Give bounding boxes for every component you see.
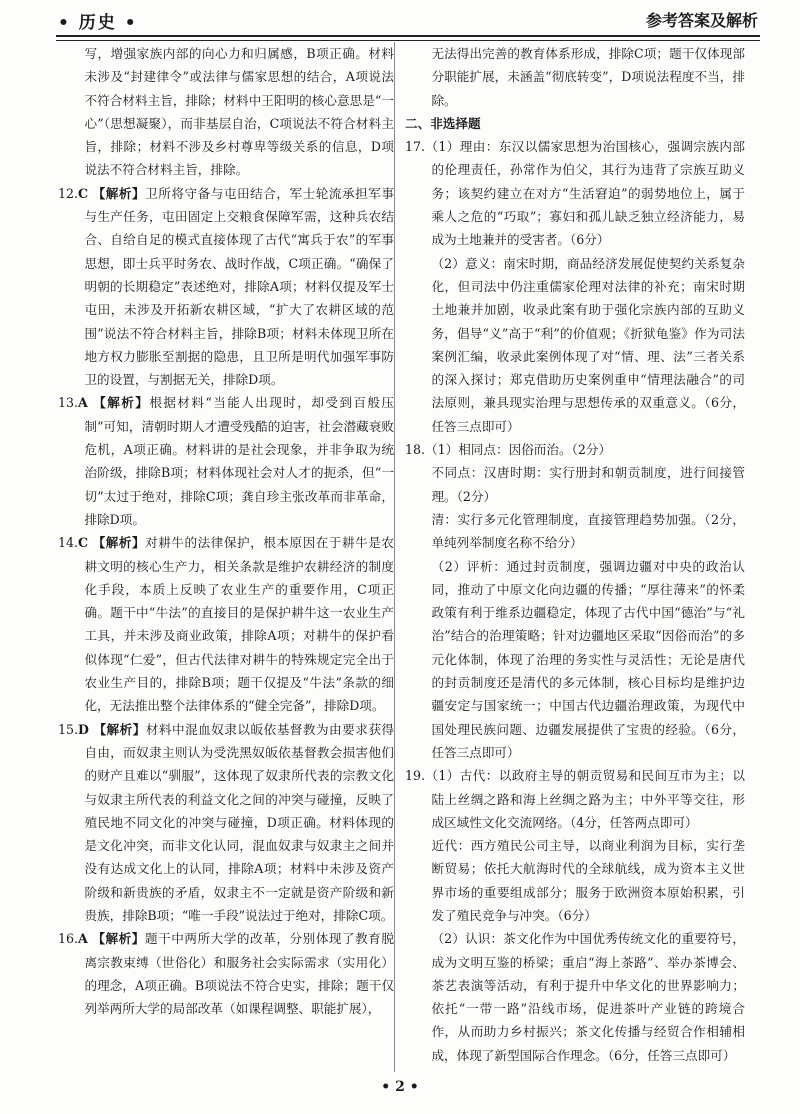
- question-number: 19.: [405, 768, 426, 784]
- continued-paragraph: 写，增强家族内部的向心力和归属感，B项正确。材料未涉及“封建律令”或法律与儒家思想的结合，A项说法不符合材料主旨，排除；材料中王阳明的核心意思是“一心”（思想凝聚），而非基层自治，C项说法不符合材料主旨，排除；材料不涉及乡村尊卑等级关系的信息，D项说法不符合材料主旨，排除。: [84, 46, 394, 178]
- question-18-part-2: （2）评析：通过封贡制度，强调边疆对中央的政治认同，推动了中原文化向边疆的传播；“厚往薄来”的怀柔政策有利于维系边疆稳定，体现了古代中国“德治”与“礼治”结合的治理策略；针对边疆地区采取“因俗而治”的多元化体制，体现了治理的务实性与灵活性；无论是唐代的封贡制度还是清代的多元体制，核心目标均是维护边疆安定与国家统一；中国古代边疆治理政策，为现代中国处理民族问题、边疆发展提供了宝贵的经验。（6分，任答三点即可）: [431, 558, 745, 760]
- question-12: [58, 182, 394, 392]
- answer-text: （1）相同点：因俗而治。（2分）: [425, 442, 612, 458]
- answer-letter: C: [78, 185, 89, 201]
- page-number: • 2 •: [381, 1079, 419, 1095]
- answer-letter: A: [78, 931, 88, 947]
- question-17: [405, 135, 745, 438]
- question-13: [58, 391, 394, 531]
- question-number: 18.: [405, 442, 426, 458]
- question-18: [405, 438, 745, 764]
- question-16: [58, 927, 394, 1020]
- question-14: [58, 531, 394, 717]
- question-15: [58, 718, 394, 928]
- question-number: 13.: [58, 395, 79, 411]
- answer-letter: C: [78, 535, 89, 551]
- header-title: 参考答案及解析: [645, 11, 758, 30]
- analysis-tag: 【解析】: [93, 395, 150, 411]
- question-19: [405, 764, 745, 1067]
- question-19-modern: 近代：西方殖民公司主导，以商业利润为目标，实行垄断贸易；依托大航海时代的全球航线，成为资本主义世界市场的重要组成部分；服务于欧洲资本原始积累，引发了殖民竞争与冲突。（6分）: [431, 838, 745, 923]
- analysis-tag: 【解析】: [93, 721, 146, 737]
- analysis-tag: 【解析】: [92, 185, 146, 201]
- question-17-part-1: [405, 135, 745, 251]
- right-column: [405, 42, 745, 1072]
- analysis-text: 题干中两所大学的改革，分别体现了教育脱离宗教束缚（世俗化）和服务社会实际需求（实用化）的理念，A项正确。B项说法不符合史实，排除；题干仅列举两所大学的局部改革（如课程调整、职能扩展），: [84, 931, 394, 1017]
- question-number: 16.: [58, 931, 79, 947]
- question-18-differences-han-tang: 不同点：汉唐时期：实行册封和朝贡制度，进行间接管理。（2分）: [431, 465, 745, 504]
- section-heading: 二、非选择题: [405, 115, 481, 131]
- left-column: [58, 42, 394, 1072]
- analysis-tag: 【解析】: [92, 535, 146, 551]
- question-18-differences-qing: 清：实行多元化管理制度，直接管理趋势加强。（2分，单纯列举制度名称不给分）: [431, 511, 745, 551]
- column-divider: [394, 42, 395, 1072]
- question-number: 17.: [405, 139, 426, 155]
- question-19-part-2: （2）认识：茶文化作为中国优秀传统文化的重要符号，成为文明互鉴的桥梁；重启“海上茶路”、举办茶博会、茶艺表演等活动，有利于提升中华文化的世界影响力；依托“一带一路”沿线市场，促进茶叶产业链的跨境合作，从而助力乡村振兴；茶文化传播与经贸合作相辅相成，体现了新型国际合作理念。（6分，任答三点即可）: [431, 931, 745, 1063]
- continued-paragraph: 无法得出完善的教育体系形成，排除C项；题干仅体现部分职能扩展，未涵盖“彻底转变”，D项说法程度不当，排除。: [431, 46, 745, 108]
- header-rule: [56, 35, 760, 41]
- analysis-tag: 【解析】: [92, 931, 145, 947]
- answer-text: （1）理由：东汉以儒家思想为治国核心，强调宗族内部的伦理责任，孙常作为伯父，其行为违背了宗族互助义务；该契约建立在对方“生活窘迫”的弱势地位上，属于乘人之危的“巧取”；寡妇和孤儿缺乏独立经济能力，易成为土地兼并的受害者。（6分）: [425, 139, 745, 248]
- answer-letter: A: [78, 395, 88, 411]
- question-number: 12.: [58, 185, 79, 201]
- analysis-text: 材料中混血奴隶以皈依基督教为由要求获得自由，而奴隶主则认为受洗黑奴皈依基督教会损害他们的财产且难以“驯服”，这体现了奴隶所代表的宗教文化与奴隶主所代表的利益文化之间的冲突与碰撞，反映了殖民地不同文化的冲突与碰撞，D项正确。材料体现的是文化冲突，而非文化认同，混血奴隶与奴隶主之间并没有达成文化上的认同，排除A项；材料中未涉及资产阶级和新贵族的矛盾，奴隶主不一定就是资产阶级和新贵族，排除B项；“唯一手段”说法过于绝对，排除C项。: [84, 721, 394, 923]
- analysis-text: 卫所将守备与屯田结合，军士轮流承担军事与生产任务，屯田固定上交粮食保障军需，这种兵农结合、自给自足的模式直接体现了古代“寓兵于农”的军事思想，即士兵平时务农、战时作战，C项正确。“确保了明朝的长期稳定”表述绝对，排除A项；材料仅提及军士屯田，未涉及开拓新农耕区域，“扩大了农耕区域的范围”说法不符合材料主旨，排除B项；材料未体现卫所在地方权力膨胀至割据的隐患，且卫所是明代加强军事防卫的设置，与割据无关，排除D项。: [84, 185, 394, 388]
- answer-letter: D: [78, 721, 89, 737]
- analysis-text: 对耕牛的法律保护，根本原因在于耕牛是农耕文明的核心生产力，相关条款是维护农耕经济的制度化手段，本质上反映了农业生产的重要作用，C项正确。题干中“牛法”的直接目的是保护耕牛这一农业生产工具，并未涉及商业政策，排除A项；对耕牛的保护看似体现“仁爱”，但古代法律对耕牛的特殊规定完全出于农业生产目的，排除B项；题干仅提及“牛法”条款的细化，无法推出整个法律体系的“健全完备”，排除D项。: [84, 535, 394, 714]
- subject-label: • 历史 •: [58, 13, 138, 33]
- question-19-part-1: [405, 764, 745, 834]
- answer-text: （1）古代：以政府主导的朝贡贸易和民间互市为主；以陆上丝绸之路和海上丝绸之路为主；中外平等交往，形成区域性文化交流网络。（4分，任答两点即可）: [425, 768, 745, 830]
- question-17-part-2: （2）意义：南宋时期，商品经济发展促使契约关系复杂化，但司法中仍注重儒家伦理对法律的补充；南宋时期土地兼并加剧，收录此案有助于强化宗族内部的互助义务，倡导“义”高于“利”的价值观；《折狱龟鉴》作为司法案例汇编，收录此案例体现了对“情、理、法”三者关系的深入探讨；郑克借助历史案例重申“情理法融合”的司法原则，兼具现实治理与思想传承的双重意义。（6分，任答三点即可）: [431, 255, 745, 434]
- question-number: 15.: [58, 721, 79, 737]
- question-18-part-1: [405, 438, 745, 461]
- question-number: 14.: [58, 535, 79, 551]
- analysis-text: 根据材料“当能人出现时，却受到百般压制”可知，清朝时期人才遭受残酷的迫害，社会潜藏衰败危机，A项正确。材料讲的是社会现象，并非争取为统治阶级，排除B项；材料体现社会对人才的扼杀，但“一切”太过于绝对，排除C项；龚自珍主张改革而非革命，排除D项。: [84, 395, 394, 527]
